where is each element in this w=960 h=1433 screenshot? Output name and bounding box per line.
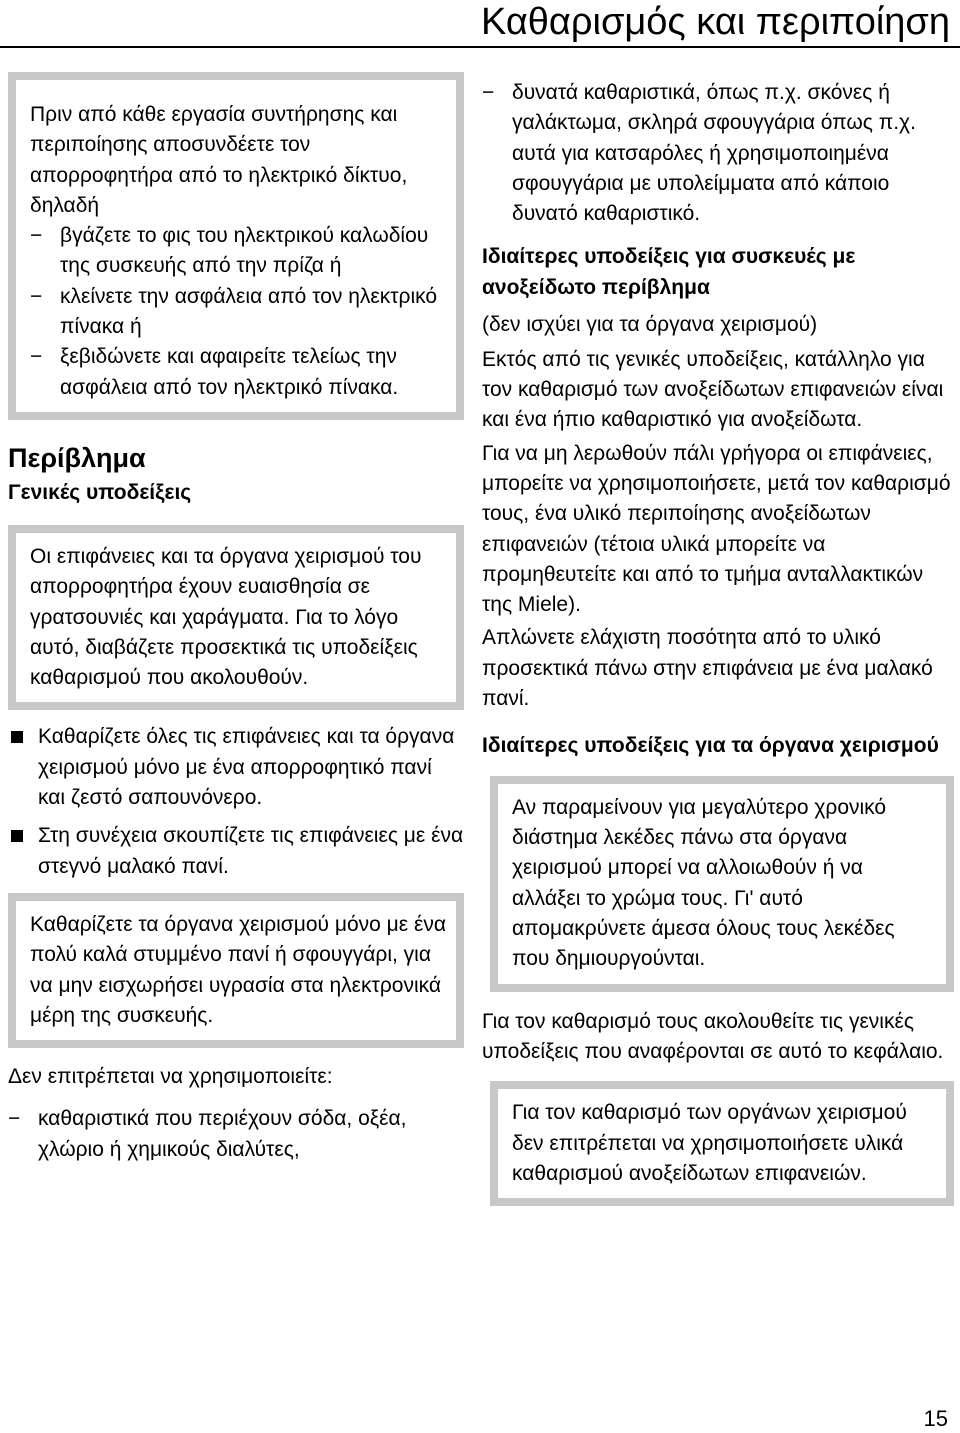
scratch-warning-box: Οι επιφάνειες και τα όργανα χειρισμού του απορροφητήρα έχουν ευαισθησία σε γρατσουνιές και χαράγματα. Για το λόγο αυτό, διαβάζετε προσεκτικά τις υποδείξεις καθαρισμού που ακολουθούν. <box>8 525 464 710</box>
subsection-title: Γενικές υποδείξεις <box>8 480 192 504</box>
stainless-paragraph: Απλώνετε ελάχιστη ποσότητα από το υλικό προσεκτικά πάνω στην επιφάνεια με ένα μαλακό πανί. <box>482 626 933 711</box>
warning-item: − κλείνετε την ασφάλεια από τον ηλεκτρικό πίνακα ή <box>30 284 438 339</box>
list-item: Καθαρίζετε όλες τις επιφάνειες και τα όργανα χειρισμού μόνο με ένα απορροφητικό πανί και ζεστό σαπουνόνερο. <box>8 722 464 813</box>
controls-heading: Ιδιαίτερες υποδείξεις για τα όργανα χειρισμού <box>482 734 939 758</box>
list-item: Στη συνέχεια σκουπίζετε τις επιφάνειες με ένα στεγνό μαλακό πανί. <box>8 821 464 882</box>
page-title: Καθαρισμός και περιποίηση <box>480 1 950 43</box>
warning-intro: Πριν από κάθε εργασία συντήρησης και περιποίησης αποσυνδέετε τον απορροφητήρα από το ηλεκτρικό δίκτυο, δηλαδή <box>30 103 408 217</box>
not-allowed-item: − δυνατά καθαριστικά, όπως π.χ. σκόνες ή γαλάκτωμα, σκληρά σφουγγάρια όπως π.χ. αυτά για κατσαρόλες ή χρησιμοποιημένα σφουγγάρια με υπολείμματα από κάποιο δυνατό καθαριστικό. <box>482 81 916 226</box>
not-allowed-item: − καθαριστικά που περιέχουν σόδα, οξέα, χλώριο ή χημικούς διαλύτες, <box>8 1107 407 1161</box>
square-bullet-icon <box>11 731 23 743</box>
left-column <box>8 72 464 1165</box>
controls-paragraph: Για τον καθαρισμό τους ακολουθείτε τις γενικές υποδείξεις που αναφέρονται σε αυτό το κεφάλαιο. <box>482 1009 944 1063</box>
stain-warning-box: Αν παραμείνουν για μεγαλύτερο χρονικό διάστημα λεκέδες πάνω στα όργανα χειρισμού μπορεί να αλλοιωθούν ή να αλλάξει το χρώμα τους. Γι' αυτό απομακρύνετε άμεσα όλους τους λεκέδες που δημιουργούνται. <box>490 776 954 992</box>
header-divider <box>0 46 960 48</box>
stainless-heading: Ιδιαίτερες υποδείξεις για συσκευές με ανοξείδωτο περίβλημα <box>482 245 856 299</box>
stainless-paragraph: Εκτός από τις γενικές υποδείξεις, κατάλληλο για τον καθαρισμό των ανοξείδωτων επιφανειών είναι και ένα ήπιο καθαριστικό για ανοξείδωτα. <box>482 347 944 432</box>
square-bullet-icon <box>11 830 23 842</box>
moisture-warning-box: Καθαρίζετε τα όργανα χειρισμού μόνο με ένα πολύ καλά στυμμένο πανί ή σφουγγάρι, για να μην εισχωρήσει υγρασία στα ηλεκτρονικά μέρη της συσκευής. <box>8 893 464 1048</box>
disconnect-warning-box <box>8 72 464 420</box>
cleaning-steps-list <box>8 722 464 881</box>
warning-item: − βγάζετε το φις του ηλεκτρικού καλωδίου της συσκευής από την πρίζα ή <box>30 224 429 278</box>
page-number: 15 <box>923 1406 948 1431</box>
right-column <box>482 78 954 1206</box>
stainless-note: (δεν ισχύει για τα όργανα χειρισμού) <box>482 313 818 337</box>
stainless-paragraph: Για να μη λερωθούν πάλι γρήγορα οι επιφάνειες, μπορείτε να χρησιμοποιήσετε, μετά τον καθαρισμό τους, ένα υλικό περιποίησης ανοξείδωτων επιφανειών (τέτοια υλικά μπορείτε να προμηθευτείτε και από το τμήμα ανταλλακτικών της Miele). <box>482 441 951 617</box>
no-stainless-cleaner-box: Για τον καθαρισμό των οργάνων χειρισμού δεν επιτρέπεται να χρησιμοποιήσετε υλικά καθαρισμού ανοξείδωτων επιφανειών. <box>490 1081 954 1206</box>
section-title: Περίβλημα <box>8 442 146 473</box>
warning-item: − ξεβιδώνετε και αφαιρείτε τελείως την ασφάλεια από τον ηλεκτρικό πίνακα. <box>30 345 399 399</box>
not-allowed-label: Δεν επιτρέπεται να χρησιμοποιείτε: <box>8 1065 333 1089</box>
